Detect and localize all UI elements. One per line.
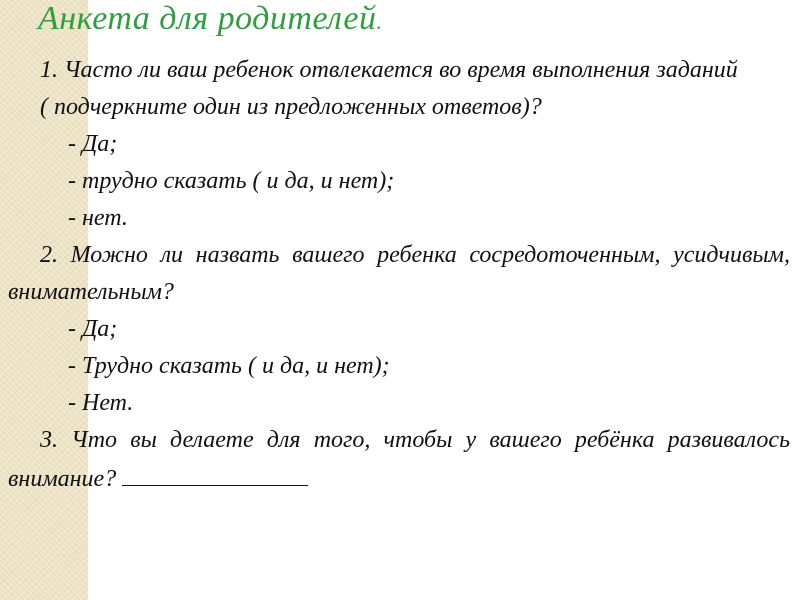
title-text: Анкета для родителей [38,0,377,37]
answer-blank-line [122,459,308,486]
page-title [38,0,382,38]
question-3 [8,422,790,498]
question-1-option-1: - Да; [68,131,118,157]
question-2-option-3: - Нет. [68,390,134,416]
question-3-text: 3. Что вы делаете для того, чтобы у вашего ребёнка развивалось внимание? [8,427,790,492]
question-1-instruction: ( подчеркните один из предложенных ответов)? [40,94,542,120]
question-2-option-2: - Трудно сказать ( и да, и нет); [68,353,390,379]
question-1-option-3: - нет. [68,205,128,231]
question-1-option-2: - трудно сказать ( и да, и нет); [68,168,395,194]
question-1: 1. Часто ли ваш ребенок отвлекается во время выполнения заданий [40,57,738,83]
question-2-option-1: - Да; [68,316,118,342]
question-2: 2. Можно ли назвать вашего ребенка сосредоточенным, усидчивым, внимательным? [8,242,790,305]
questionnaire-body [8,52,790,498]
title-dot: . [376,9,383,34]
